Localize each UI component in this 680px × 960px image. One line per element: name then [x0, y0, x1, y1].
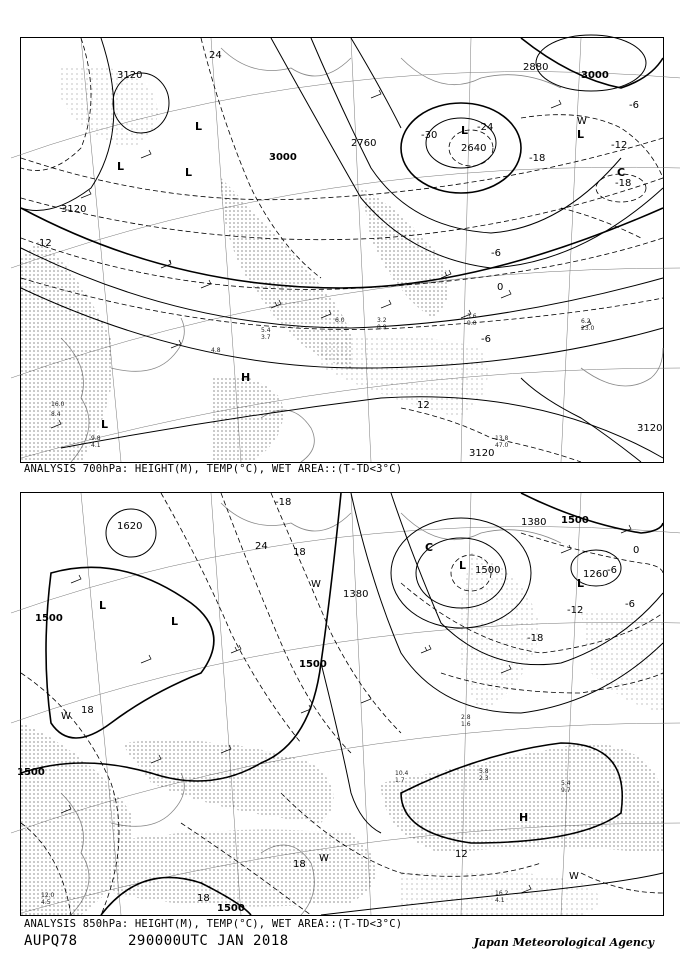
- station-value: 3.2: [377, 317, 387, 324]
- high-center-marker: H: [241, 371, 251, 384]
- warm-center-marker: W: [577, 116, 587, 127]
- low-center-marker: L: [195, 120, 203, 133]
- temp-label: -18: [615, 178, 632, 189]
- warm-center-marker: W: [569, 871, 579, 882]
- height-label: 1500: [561, 515, 589, 526]
- station-value: 5.8: [479, 768, 489, 775]
- temp-label: -12: [611, 140, 628, 151]
- temp-label: 18: [197, 893, 210, 904]
- caption-850hpa: ANALYSIS 850hPa: HEIGHT(M), TEMP(°C), WET AREA::(T-TD<3°C): [24, 918, 403, 930]
- station-value: 23.0: [581, 325, 595, 332]
- temp-label: 0: [497, 282, 504, 293]
- height-label: 2760: [351, 138, 377, 149]
- temp-label: -24: [477, 122, 494, 133]
- height-label: 3120: [61, 204, 87, 215]
- temp-label: 12: [417, 400, 430, 411]
- map-700hpa-canvas: [21, 38, 663, 462]
- low-center-marker: L: [185, 166, 193, 179]
- temp-label: 18: [81, 705, 94, 716]
- temp-label: 0: [633, 545, 640, 556]
- cold-center-marker: C: [425, 541, 434, 554]
- station-value: 6.0: [335, 317, 345, 324]
- height-label: 1500: [17, 767, 45, 778]
- station-value: 8.4: [51, 411, 61, 418]
- station-value: 5.4: [261, 327, 271, 334]
- station-value: 9.8: [91, 435, 101, 442]
- station-value: 0.9: [377, 324, 387, 331]
- station-value: 13.8: [495, 435, 509, 442]
- station-value: 3.7: [261, 334, 271, 341]
- temp-label: -18: [527, 633, 544, 644]
- temp-label: -12: [567, 605, 584, 616]
- height-label: 1620: [117, 521, 143, 532]
- map-850hpa-canvas: [17, 493, 663, 915]
- temp-label: 18: [293, 547, 306, 558]
- height-label: 1380: [521, 517, 547, 528]
- height-label: 1500: [35, 613, 63, 624]
- height-label: 2880: [523, 62, 549, 73]
- low-center-marker: L: [117, 160, 125, 173]
- temp-label: -6: [625, 599, 635, 610]
- station-value: 16.0: [51, 401, 65, 408]
- station-value: 1.6: [461, 721, 471, 728]
- temp-label: -6: [629, 100, 639, 111]
- agency-name: Japan Meteorological Agency: [473, 936, 654, 949]
- station-value: 4.5: [41, 899, 51, 906]
- station-value: 4.1: [91, 442, 101, 449]
- station-value: 2.8: [461, 714, 471, 721]
- low-center-marker: L: [577, 577, 585, 590]
- map-700hpa: [20, 37, 664, 463]
- station-value: 6.2: [581, 318, 591, 325]
- temp-label: 18: [293, 859, 306, 870]
- height-label: 1500: [217, 903, 245, 914]
- height-label: 2640: [461, 143, 487, 154]
- height-label: 3000: [269, 152, 297, 163]
- temp-label: 12: [455, 849, 468, 860]
- height-label: 3120: [117, 70, 143, 81]
- station-value: 2.3: [479, 775, 489, 782]
- temp-label: -6: [607, 565, 617, 576]
- low-center-marker: L: [99, 599, 107, 612]
- station-value: 47.0: [495, 442, 509, 449]
- high-center-marker: H: [519, 811, 529, 824]
- station-value: 9.7: [561, 787, 571, 794]
- valid-time: 290000UTC JAN 2018: [128, 933, 289, 949]
- station-value: 3.6: [467, 313, 477, 320]
- low-center-marker: L: [101, 418, 109, 431]
- height-label: 1500: [299, 659, 327, 670]
- height-label: 3120: [469, 448, 495, 459]
- cold-center-marker: C: [617, 166, 626, 179]
- station-value: 4.1: [495, 897, 505, 904]
- warm-center-marker: W: [61, 711, 71, 722]
- height-label: 3120: [637, 423, 663, 434]
- caption-700hpa: ANALYSIS 700hPa: HEIGHT(M), TEMP(°C), WET AREA::(T-TD<3°C): [24, 463, 403, 475]
- temp-label: 12: [39, 238, 52, 249]
- map-850hpa: [17, 492, 664, 916]
- warm-center-marker: W: [319, 853, 329, 864]
- chart-id: AUPQ78: [24, 933, 78, 949]
- low-center-marker: L: [461, 124, 469, 137]
- station-value: 16.2: [495, 890, 509, 897]
- low-center-marker: L: [171, 615, 179, 628]
- temp-label: -6: [491, 248, 501, 259]
- temp-label: -18: [275, 497, 292, 508]
- temp-label: 24: [209, 50, 222, 61]
- temp-label: 24: [255, 541, 268, 552]
- station-value: 4.8: [211, 347, 221, 354]
- temp-label: -30: [421, 130, 438, 141]
- height-label: 1260: [583, 569, 609, 580]
- station-value: 1.7: [395, 777, 405, 784]
- height-label: 1380: [343, 589, 369, 600]
- station-value: 12.0: [41, 892, 55, 899]
- low-center-marker: L: [459, 559, 467, 572]
- station-value: 9.0: [467, 320, 477, 327]
- warm-center-marker: W: [311, 579, 321, 590]
- height-label: 3000: [581, 70, 609, 81]
- station-value: 5.4: [561, 780, 571, 787]
- temp-label: -6: [481, 334, 491, 345]
- low-center-marker: L: [577, 128, 585, 141]
- station-value: 10.4: [395, 770, 409, 777]
- height-label: 1500: [475, 565, 501, 576]
- temp-label: -18: [529, 153, 546, 164]
